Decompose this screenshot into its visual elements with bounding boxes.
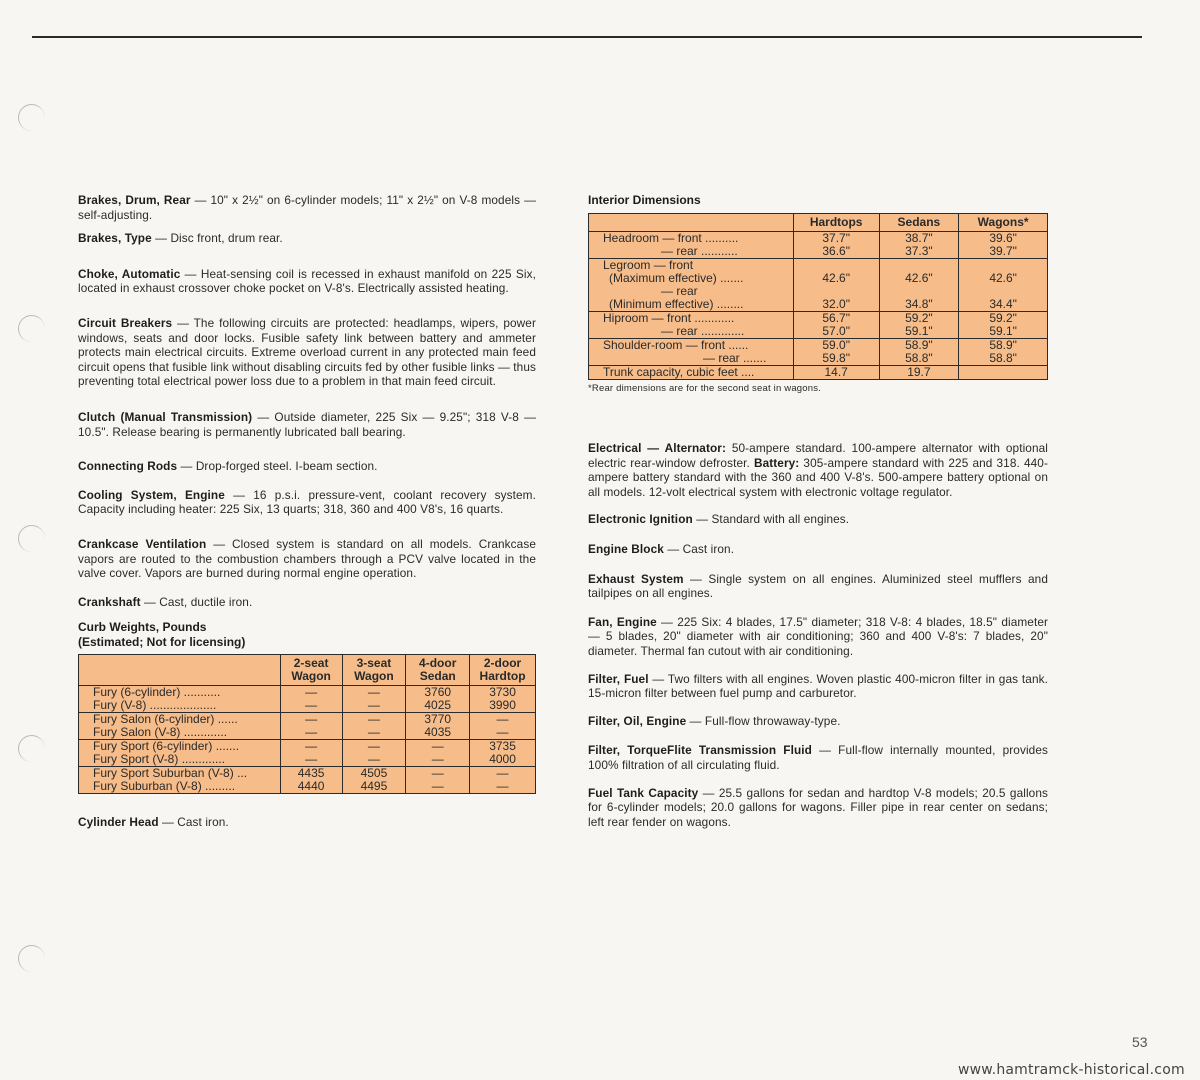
row-label: Fury Sport (V-8) ............. (93, 753, 226, 767)
cell-value: 3730 (489, 686, 516, 700)
cell-value: — (496, 726, 509, 740)
spec-separator: — (656, 614, 678, 629)
cell-value: — (367, 726, 380, 740)
cell-value: 42.6" (905, 272, 933, 285)
spec-electrical (588, 441, 1048, 499)
cell-value: 59.0" (822, 339, 850, 352)
spec-electronic-ignition (588, 512, 1048, 527)
row-label-cell (79, 713, 281, 740)
row-label: Fury Salon (V-8) ............. (93, 726, 228, 740)
value-cell (879, 339, 959, 366)
spec-separator: — (683, 571, 709, 586)
cell-value: — (431, 753, 444, 767)
row-label: Headroom — front .......... (603, 232, 739, 245)
spec-fan-engine (588, 615, 1048, 659)
value-cell (280, 713, 342, 740)
spec-heading: Filter, Fuel (588, 671, 649, 686)
column-header: 2-seat Wagon (280, 655, 342, 686)
value-cell (793, 259, 879, 312)
table-header-row (79, 655, 536, 686)
value-cell (406, 740, 470, 767)
cell-value: 14.7 (824, 366, 848, 379)
cell-value: 3770 (424, 713, 452, 727)
spec-text: 225 Six: 4 blades, 17.5" diameter; 318 V-8: 4 blades, 18.5" diameter — 5 blades, 20" diameter with air conditioning; 360 and 400 V-8's: 7 blades, 20" diameter. Thermal fan cutout with air conditioning. (588, 614, 1049, 658)
value-cell (793, 339, 879, 366)
value-cell (793, 312, 879, 339)
column-header: 2-door Hardtop (470, 655, 536, 686)
cell-value: — (305, 753, 318, 767)
spec-fuel-tank-capacity (588, 786, 1048, 830)
spec-crankshaft (78, 595, 536, 610)
spec-text: Heat-sensing coil is recessed in exhaust manifold on 225 Six, located in exhaust crossover choke pocket on V-8's. Electrically assisted heating. (78, 266, 536, 296)
table-row (589, 232, 1048, 259)
value-cell (959, 366, 1048, 380)
spec-text: Closed system is standard on all models. Crankcase vapors are routed to the combustion chambers through a PCV valve located in the valve cover. Vapors are burned during normal engine operation. (78, 536, 536, 581)
row-label: Legroom — front (603, 259, 694, 272)
value-cell (470, 767, 536, 794)
spec-heading: Brakes, Type (78, 231, 152, 246)
column-header: Hardtops (793, 214, 879, 232)
spec-text: Cast iron. (682, 541, 735, 556)
value-cell (406, 767, 470, 794)
table-row (589, 312, 1048, 339)
spec-separator: — (206, 536, 233, 551)
spec-separator: — (692, 512, 712, 527)
spec-text: 16 p.s.i. pressure-vent, coolant recovery system. Capacity including heater: 225 Six, 13 quarts; 318, 360 and 400 V8's, 16 quarts. (78, 487, 536, 517)
spec-heading: Crankcase Ventilation (78, 536, 207, 551)
table-header-row (589, 214, 1048, 232)
spec-separator: — (140, 594, 160, 609)
spec-separator: — (158, 815, 178, 830)
value-cell (959, 339, 1048, 366)
curb-weights-subtitle: (Estimated; Not for licensing) (78, 635, 246, 650)
left-column (78, 193, 536, 830)
table-corner-cell (589, 214, 794, 232)
cell-value: 59.2" (905, 312, 933, 325)
binder-hole (18, 735, 45, 762)
spec-text: Full-flow internally mounted, provides 100% filtration of all circulating fluid. (588, 743, 1048, 772)
spec-text: Full-flow throwaway-type. (704, 713, 841, 728)
cell-value: 3990 (489, 699, 516, 713)
spec-heading: Crankshaft (78, 594, 141, 609)
cell-value: 4035 (424, 726, 452, 740)
cell-value: 4505 (360, 767, 388, 781)
spec-separator: — (172, 315, 194, 330)
cell-value: 4495 (360, 780, 388, 794)
value-cell (280, 740, 342, 767)
spec-text: Cast iron. (177, 815, 229, 830)
interior-dimensions-table (588, 213, 1048, 380)
value-cell (879, 232, 959, 259)
cell-value: — (305, 686, 318, 700)
value-cell (406, 686, 470, 713)
row-label-cell (589, 339, 794, 366)
curb-weights-title: Curb Weights, Pounds (78, 620, 207, 635)
binder-hole (18, 945, 45, 972)
cell-value (963, 366, 1043, 379)
spec-text: Disc front, drum rear. (170, 231, 283, 246)
spec-text: 10" x 2½" on 6-cylinder models; 11" x 2½" on V-8 models — self-adjusting. (78, 193, 536, 222)
cell-value: 38.7" (905, 232, 933, 245)
row-label-cell (589, 366, 794, 380)
value-cell (959, 232, 1048, 259)
cell-value: 58.9" (905, 339, 933, 352)
cell-value: 4435 (297, 767, 325, 781)
column-header: Sedans (879, 214, 959, 232)
spec-text: 50-ampere standard. 100-ampere alternator with optional electric rear-window defroster. (588, 441, 1049, 470)
spec-text: Outside diameter, 225 Six — 9.25"; 318 V-8 — 10.5". Release bearing is permanently lubricated ball bearing. (78, 409, 537, 439)
spec-text: 25.5 gallons for sedan and hardtop V-8 models; 20.5 gallons for 6-cylinder models; 20.0 gallons for wagons. Filler pipe in rear center on sedans; left rear fender on wagons. (588, 785, 1048, 829)
spec-heading: Choke, Automatic (78, 266, 181, 281)
spec-choke-automatic (78, 267, 536, 296)
row-label-cell (589, 232, 794, 259)
cell-value: 59.2" (989, 312, 1017, 325)
binder-hole (18, 315, 45, 342)
cell-value: — (305, 726, 318, 740)
column-header: 4-door Sedan (406, 655, 470, 686)
cell-value: — (367, 713, 380, 727)
spec-heading: Electrical — Alternator: (588, 441, 726, 455)
spec-heading: Engine Block (588, 541, 664, 556)
table-row (79, 686, 536, 713)
value-cell (793, 232, 879, 259)
spec-separator: — (648, 671, 668, 686)
table-row (79, 740, 536, 767)
cell-value: — (496, 767, 509, 781)
value-cell (342, 686, 406, 713)
spec-brakes-drum-rear (78, 193, 536, 222)
cell-value: 4440 (297, 780, 325, 794)
row-label: Fury (6-cylinder) ........... (93, 686, 221, 700)
spec-heading: Filter, TorqueFlite Transmission Fluid (588, 743, 812, 758)
cell-value: — (496, 713, 509, 727)
interior-footnote: *Rear dimensions are for the second seat in wagons. (588, 383, 822, 394)
row-label: — rear ........... (661, 245, 738, 258)
spec-filter-oil (588, 714, 1048, 729)
value-cell (342, 767, 406, 794)
spec-heading: Battery: (753, 455, 800, 470)
spec-separator: — (224, 487, 254, 502)
cell-value: — (367, 740, 380, 754)
spec-separator: — (252, 409, 275, 424)
value-cell (879, 366, 959, 380)
cell-value: 37.3" (905, 245, 933, 258)
spec-heading: Fan, Engine (588, 614, 657, 629)
spec-connecting-rods (78, 459, 536, 474)
cell-value: 59.1" (905, 325, 933, 338)
row-label-cell (589, 259, 794, 312)
spec-heading: Electronic Ignition (588, 512, 693, 527)
cell-value (798, 285, 875, 298)
cell-value: — (431, 740, 444, 754)
spec-filter-fuel (588, 672, 1048, 701)
curb-weights-table (78, 654, 536, 794)
cell-value: 58.8" (905, 352, 933, 365)
spec-heading: Exhaust System (588, 571, 684, 586)
cell-value: 19.7 (907, 366, 931, 379)
cell-value: 58.9" (989, 339, 1017, 352)
spec-separator: — (686, 713, 705, 728)
spec-heading: Clutch (Manual Transmission) (78, 409, 253, 424)
value-cell (959, 259, 1048, 312)
row-label: (Minimum effective) ........ (609, 298, 744, 311)
spec-separator: — (151, 231, 171, 246)
row-label: Fury Suburban (V-8) ......... (93, 780, 236, 794)
spec-cylinder-head (78, 815, 536, 830)
spec-engine-block (588, 542, 1048, 557)
cell-value: 58.8" (989, 352, 1017, 365)
spec-heading: Brakes, Drum, Rear (78, 193, 191, 207)
row-label: — rear ............. (661, 325, 745, 338)
page-number: 53 (1132, 1034, 1148, 1050)
table-row (589, 259, 1048, 312)
cell-value (963, 259, 1043, 272)
watermark-url: www.hamtramck-historical.com (958, 1062, 1185, 1078)
spec-text: Cast, ductile iron. (159, 594, 253, 609)
spec-separator: — (698, 785, 719, 800)
value-cell (280, 686, 342, 713)
cell-value: — (431, 780, 444, 794)
row-label: — rear ....... (703, 352, 767, 365)
row-label: Trunk capacity, cubic feet .... (603, 366, 755, 379)
value-cell (879, 259, 959, 312)
value-cell (342, 740, 406, 767)
spec-heading: Filter, Oil, Engine (588, 713, 687, 728)
table-row (79, 767, 536, 794)
cell-value: 42.6" (822, 272, 850, 285)
row-label-cell (79, 686, 281, 713)
cell-value: 36.6" (822, 245, 850, 258)
spec-heading: Circuit Breakers (78, 315, 173, 330)
table-row (79, 713, 536, 740)
spec-separator: — (177, 459, 196, 474)
spec-separator: — (811, 743, 839, 758)
row-label-cell (589, 312, 794, 339)
cell-value: 56.7" (822, 312, 850, 325)
cell-value: 59.1" (989, 325, 1017, 338)
cell-value: — (431, 767, 444, 781)
value-cell (959, 312, 1048, 339)
spec-cooling-system (78, 488, 536, 517)
table-row (589, 339, 1048, 366)
row-label: — rear (661, 285, 698, 298)
cell-value: 34.8" (905, 298, 933, 311)
spec-separator: — (180, 266, 201, 281)
binder-hole (18, 104, 45, 131)
cell-value: — (305, 740, 318, 754)
cell-value: — (367, 753, 380, 767)
spec-crankcase-ventilation (78, 537, 536, 581)
row-label: Hiproom — front ............ (603, 312, 735, 325)
cell-value: 57.0" (822, 325, 850, 338)
cell-value: — (305, 713, 318, 727)
cell-value: 39.7" (989, 245, 1017, 258)
column-header: Wagons* (959, 214, 1048, 232)
cell-value: 34.4" (989, 298, 1017, 311)
spec-exhaust-system (588, 572, 1048, 601)
row-label: Fury Salon (6-cylinder) ...... (93, 713, 238, 727)
right-column (588, 193, 1048, 829)
cell-value (884, 259, 955, 272)
row-label: Fury Sport Suburban (V-8) ... (93, 767, 248, 781)
spec-separator: — (190, 193, 211, 207)
cell-value: 4025 (424, 699, 452, 713)
cell-value: 3735 (489, 740, 516, 754)
cell-value: 42.6" (989, 272, 1017, 285)
value-cell (470, 713, 536, 740)
spec-text: 305-ampere standard with 225 and 318. 440-ampere battery standard with the 360 and 400 V-8's. 500-ampere battery optional on all models. 12-volt electrical system with electronic voltage regulator. (588, 455, 1048, 499)
spec-text: Standard with all engines. (711, 512, 850, 527)
top-rule (32, 36, 1142, 38)
cell-value (884, 285, 955, 298)
row-label: Fury (V-8) .................... (93, 699, 217, 713)
cell-value (798, 259, 875, 272)
value-cell (406, 713, 470, 740)
value-cell (280, 767, 342, 794)
binder-hole (18, 525, 45, 552)
cell-value (963, 285, 1043, 298)
cell-value: — (496, 780, 509, 794)
spec-text: The following circuits are protected: headlamps, wipers, power windows, seats and door locks. Fusible safety link between battery and ammeter protects main electrical circuits. Extreme overload current in any protected main feed circuit opens that fusible link without disabling circuits fed by other fusible links — thus preventing total electrical power loss due to a problem in that main feed circuit. (78, 315, 536, 389)
spec-text: Single system on all engines. Aluminized steel mufflers and tailpipes on all engines. (588, 571, 1048, 601)
cell-value: — (367, 699, 380, 713)
spec-heading: Cylinder Head (78, 815, 159, 830)
spec-circuit-breakers (78, 316, 536, 389)
spec-text: Drop-forged steel. I-beam section. (195, 459, 378, 474)
value-cell (470, 740, 536, 767)
cell-value: 3760 (424, 686, 452, 700)
spec-separator: — (663, 541, 683, 556)
spec-clutch (78, 410, 536, 439)
row-label: Shoulder-room — front ...... (603, 339, 749, 352)
cell-value: 37.7" (822, 232, 850, 245)
value-cell (342, 713, 406, 740)
spec-filter-torqueflite (588, 743, 1048, 772)
spec-brakes-type (78, 231, 536, 246)
spec-heading: Connecting Rods (78, 459, 178, 474)
row-label: (Maximum effective) ....... (609, 272, 744, 285)
spec-heading: Cooling System, Engine (78, 487, 225, 502)
spec-text: Two filters with all engines. Woven plastic 400-micron filter in gas tank. 15-micron filter between fuel pump and carburetor. (588, 671, 1048, 701)
row-label-cell (79, 767, 281, 794)
cell-value: — (367, 686, 380, 700)
spec-heading: Fuel Tank Capacity (588, 785, 699, 800)
value-cell (470, 686, 536, 713)
cell-value: 4000 (489, 753, 516, 767)
table-corner-cell (79, 655, 281, 686)
column-header: 3-seat Wagon (342, 655, 406, 686)
cell-value: 39.6" (989, 232, 1017, 245)
value-cell (793, 366, 879, 380)
value-cell (879, 312, 959, 339)
table-row (589, 366, 1048, 380)
cell-value: 59.8" (822, 352, 850, 365)
row-label-cell (79, 740, 281, 767)
cell-value: — (305, 699, 318, 713)
row-label: Fury Sport (6-cylinder) ....... (93, 740, 240, 754)
interior-dimensions-title: Interior Dimensions (588, 193, 701, 207)
cell-value: 32.0" (822, 298, 850, 311)
